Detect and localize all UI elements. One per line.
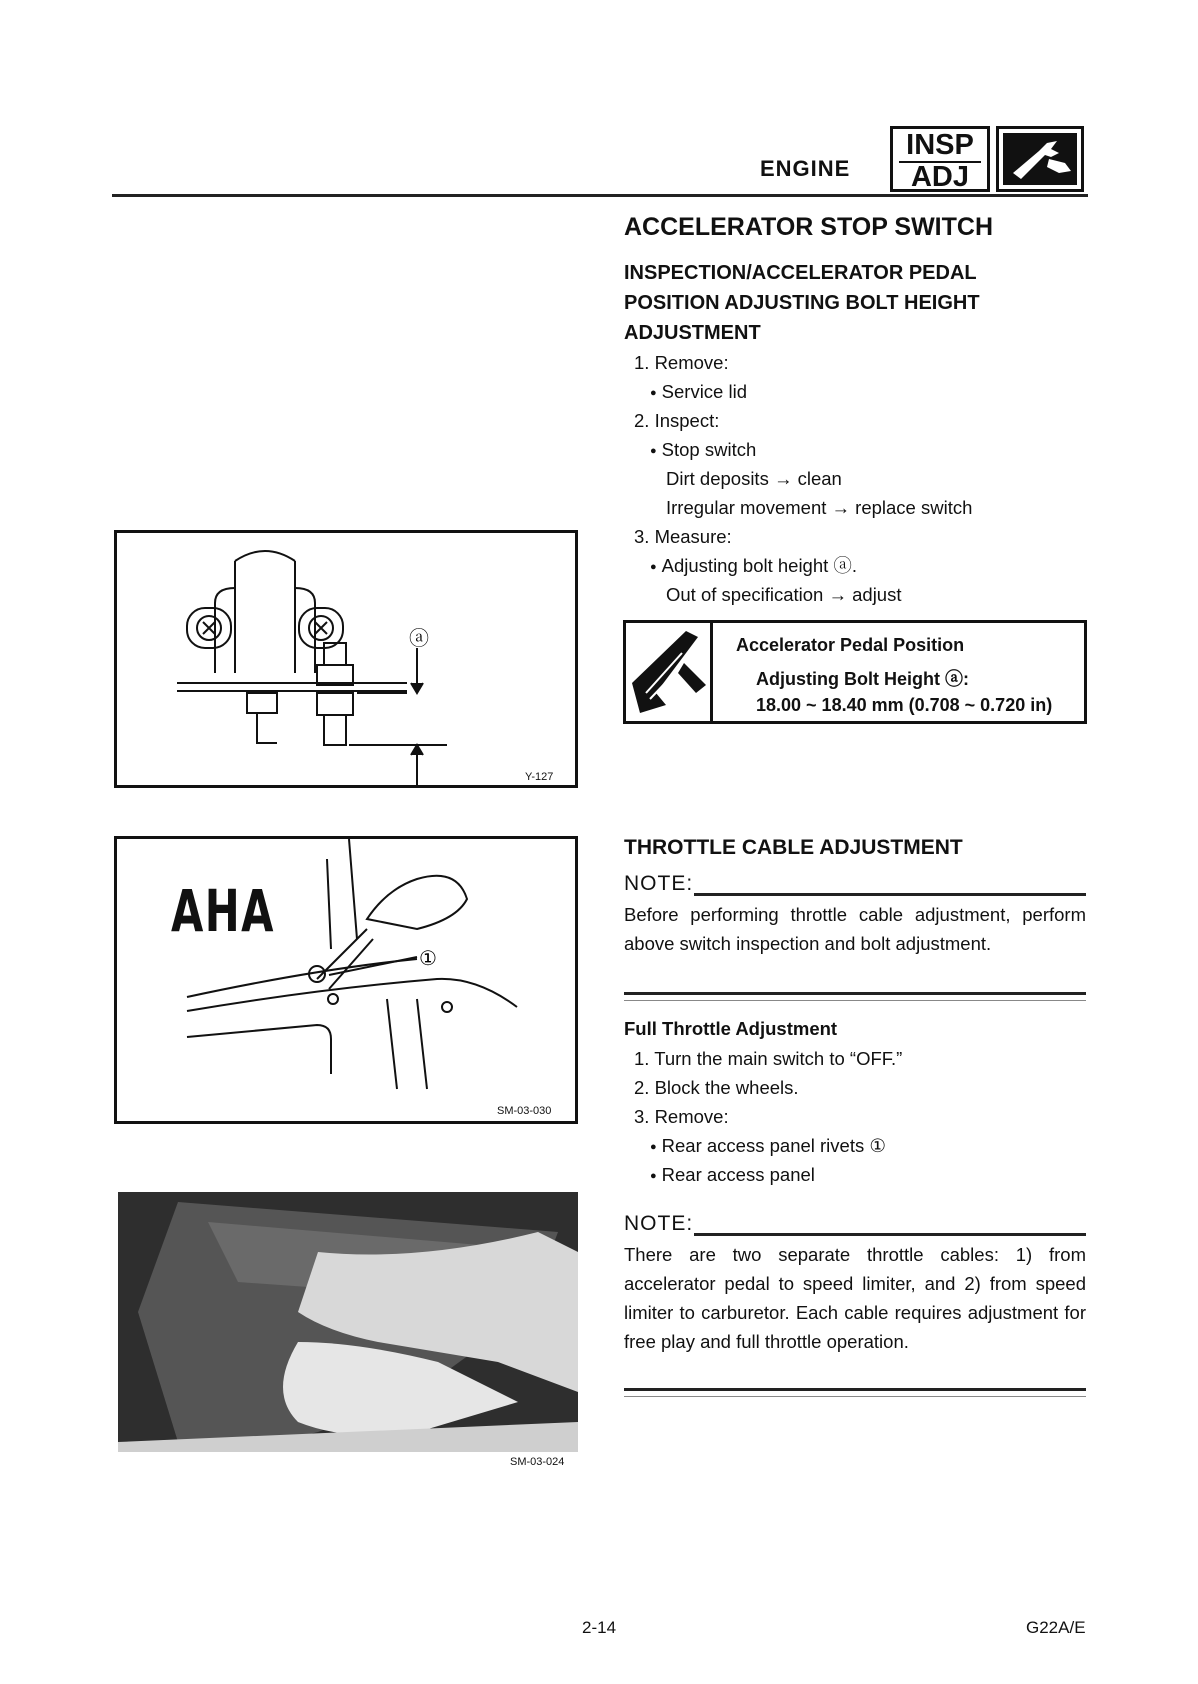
aha-stamp: AHA <box>171 877 275 945</box>
note-rule-bottom-1 <box>624 992 1086 1001</box>
step-remove-panel: 3. Remove: <box>634 1106 729 1127</box>
figure-code: Y-127 <box>525 771 554 783</box>
note-label-2: NOTE: <box>624 1212 694 1235</box>
switch-bolt-diagram <box>117 533 575 785</box>
figure-rivet-removal <box>114 836 578 1124</box>
step-block-wheels: 2. Block the wheels. <box>634 1077 799 1098</box>
figure-switch-bolt <box>114 530 578 788</box>
sub-out-of-spec: Out of specification → adjust <box>666 584 902 605</box>
wrench-hand-icon <box>996 126 1084 192</box>
note-rule-top-1 <box>694 893 1086 896</box>
header-rule <box>112 194 1088 197</box>
step-inspect: 2. Inspect: <box>634 410 720 431</box>
page-number: 2-14 <box>582 1618 617 1637</box>
note-body-1: Before performing throttle cable adjustment, perform above switch inspection and bolt adjustment. <box>624 904 1086 954</box>
spec-line-3: 18.00 ~ 18.40 mm (0.708 ~ 0.720 in) <box>756 695 1053 715</box>
subsection-full-throttle: Full Throttle Adjustment <box>624 1018 838 1039</box>
fig2-callout-1: ① <box>419 948 437 970</box>
model-code: G22A/E <box>1026 1618 1086 1637</box>
insp-adj-badge <box>890 126 990 192</box>
step-remove: 1. Remove: <box>634 352 729 373</box>
figure-photo-rear-panel <box>118 1192 578 1452</box>
badge-line-1: INSP <box>899 131 981 163</box>
figure-code: SM-03-024 <box>510 1456 565 1468</box>
fig1-callout-a: ⓐ <box>409 628 429 650</box>
badge-line-2: ADJ <box>910 161 969 193</box>
spec-box <box>623 620 1087 724</box>
bullet-rear-panel: ● Rear access panel <box>650 1160 815 1193</box>
spec-line-1: Accelerator Pedal Position <box>736 635 965 655</box>
rivet-diagram <box>117 839 575 1121</box>
section-title-accelerator: ACCELERATOR STOP SWITCH <box>624 213 994 241</box>
note-body-2: There are two separate throttle cables: 1) from accelerator pedal to speed limiter, and 2) from speed limiter to carburetor. Each cable requires adjustment for free play and full throttle operation. <box>624 1244 1086 1352</box>
bullet-stop-switch: ● Stop switch <box>650 435 756 468</box>
figure-code: SM-03-030 <box>497 1105 552 1117</box>
note-label-1: NOTE: <box>624 872 694 895</box>
note-rule-bottom-2 <box>624 1388 1086 1397</box>
step-measure: 3. Measure: <box>634 526 732 547</box>
section-title-throttle: THROTTLE CABLE ADJUSTMENT <box>624 836 963 859</box>
rear-panel-photo <box>118 1192 578 1452</box>
sub-irregular-movement: Irregular movement → replace switch <box>666 497 973 518</box>
spec-line-2: Adjusting Bolt Height ⓐ: <box>756 669 969 689</box>
bullet-service-lid: ● Service lid <box>650 377 747 410</box>
header-section-title: ENGINE <box>760 156 851 181</box>
bullet-adjusting-bolt: ● Adjusting bolt height ⓐ. <box>650 551 857 584</box>
bullet-panel-rivets: ● Rear access panel rivets ① <box>650 1131 886 1164</box>
note-rule-top-2 <box>694 1233 1086 1236</box>
subsection-title-inspection: INSPECTION/ACCELERATOR PEDAL POSITION ADJUSTING BOLT HEIGHT ADJUSTMENT <box>624 262 980 344</box>
caliper-icon <box>626 623 713 721</box>
sub-dirt-deposits: Dirt deposits → clean <box>666 468 842 489</box>
step-main-switch: 1. Turn the main switch to “OFF.” <box>634 1048 903 1069</box>
